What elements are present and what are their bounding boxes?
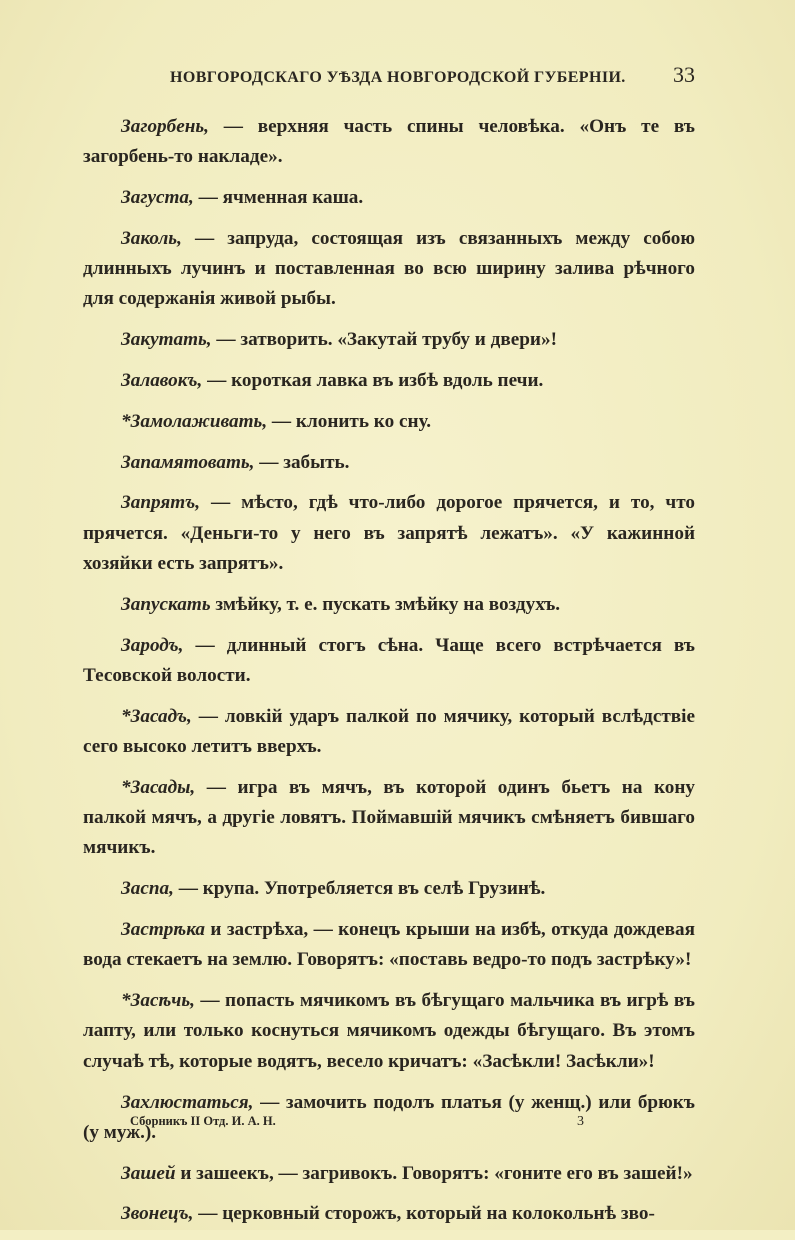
headword: Захлюстаться, — [121, 1091, 254, 1113]
entry — [83, 915, 695, 976]
entry — [83, 773, 695, 864]
headword: *Засады, — [121, 776, 196, 798]
headword: Запамятовать, — [121, 451, 255, 473]
entry — [83, 407, 695, 437]
definition: — короткая лавка въ избѣ вдоль печи. — [202, 370, 544, 392]
headword: Закутать, — [121, 329, 212, 351]
definition: — попасть мячикомъ въ бѣгущаго мальчика въ игрѣ въ лапту, или только коснуться мячикомъ одежды бѣгущаго. Въ этомъ случаѣ тѣ, которые водятъ, весело кричатъ: «Засѣкли! Засѣкли»! — [83, 990, 695, 1072]
page-footer — [130, 1114, 590, 1130]
definition: — ловкій ударъ палкой по мячику, который вслѣдствіе сего высоко летитъ вверхъ. — [83, 705, 695, 758]
headword: *Замолаживать, — [121, 410, 268, 432]
definition: — клонить ко сну. — [267, 410, 432, 432]
headword: Застрѣка — [121, 919, 206, 941]
definition: — затворить. «Закутай трубу и двери»! — [211, 329, 557, 351]
entry — [83, 325, 695, 355]
headword: Загорбень, — [121, 116, 209, 137]
headword: Зашей — [121, 1162, 176, 1184]
entry — [83, 590, 695, 620]
dictionary-body — [83, 112, 695, 1240]
entry — [83, 1199, 695, 1229]
headword: Загуста, — [121, 187, 194, 209]
entry — [83, 702, 695, 763]
printer-signature: Сборникъ II Отд. И. А. Н. — [130, 1114, 276, 1128]
running-title: НОВГОРОДСКАГО УѢЗДА НОВГОРОДСКОЙ ГУБЕРНІИ. — [170, 69, 626, 86]
definition: — замочить подолъ платья (у женщ.) или брюкъ (у муж.). — [83, 1091, 695, 1143]
headword: Зародъ, — [121, 634, 184, 656]
definition: — длинный стогъ сѣна. Чаще всего встрѣчается въ Тесовской волости. — [83, 634, 695, 686]
headword: Запрятъ, — [121, 492, 201, 514]
definition: и застрѣха, — конецъ крыши на избѣ, откуда дождевая вода стекаетъ на землю. Говорятъ: «поставь ведро-то подъ застрѣку»! — [83, 919, 695, 971]
definition: — церковный сторожъ, который на колокольнѣ зво- — [193, 1203, 655, 1225]
definition: — запруда, состоящая изъ связанныхъ между собою длинныхъ лучинъ и поставленная во всю ширину залива рѣчного для содержанія живой рыбы. — [83, 227, 695, 310]
definition: змѣйку, т. е. пускать змѣйку на воздухъ. — [210, 593, 561, 615]
entry — [83, 183, 695, 213]
entry — [83, 488, 695, 579]
headword: Запускать — [121, 593, 211, 615]
definition: — мѣсто, гдѣ что-либо дорогое прячется, и то, что прячется. «Деньги-то у него въ запрятѣ лежатъ». «У кажинной хозяйки есть запрятъ». — [83, 492, 695, 575]
definition: — ячменная каша. — [193, 187, 364, 209]
page-header — [170, 62, 695, 92]
definition: — верхняя часть спины человѣка. «Онъ те въ загорбень-то накладе». — [83, 116, 695, 168]
entry — [83, 366, 695, 396]
definition: — игра въ мячъ, въ которой одинъ бьетъ на кону палкой мячъ, а другіе ловятъ. Поймавшій мячикъ смѣняетъ бившаго мячикъ. — [83, 776, 695, 859]
headword: Звонецъ, — [121, 1203, 194, 1225]
headword: Залавокъ, — [121, 370, 203, 392]
headword: *Засѣчь, — [121, 990, 195, 1012]
entry — [83, 631, 695, 692]
entry — [83, 224, 695, 315]
headword: Заколь, — [121, 227, 182, 249]
entry — [83, 1159, 695, 1189]
definition: — крупа. Употребляется въ селѣ Грузинѣ. — [173, 878, 546, 900]
page-number: 33 — [673, 62, 695, 87]
sheet-number: 3 — [577, 1114, 584, 1129]
definition: — забыть. — [254, 451, 350, 473]
headword: Заспа, — [121, 878, 174, 900]
entry — [83, 112, 695, 173]
entry — [83, 448, 695, 478]
entry — [83, 986, 695, 1077]
entry — [83, 874, 695, 904]
definition: и зашеекъ, — загривокъ. Говорятъ: «гоните его въ зашей!» — [175, 1162, 693, 1184]
headword: *Засадъ, — [121, 705, 192, 727]
